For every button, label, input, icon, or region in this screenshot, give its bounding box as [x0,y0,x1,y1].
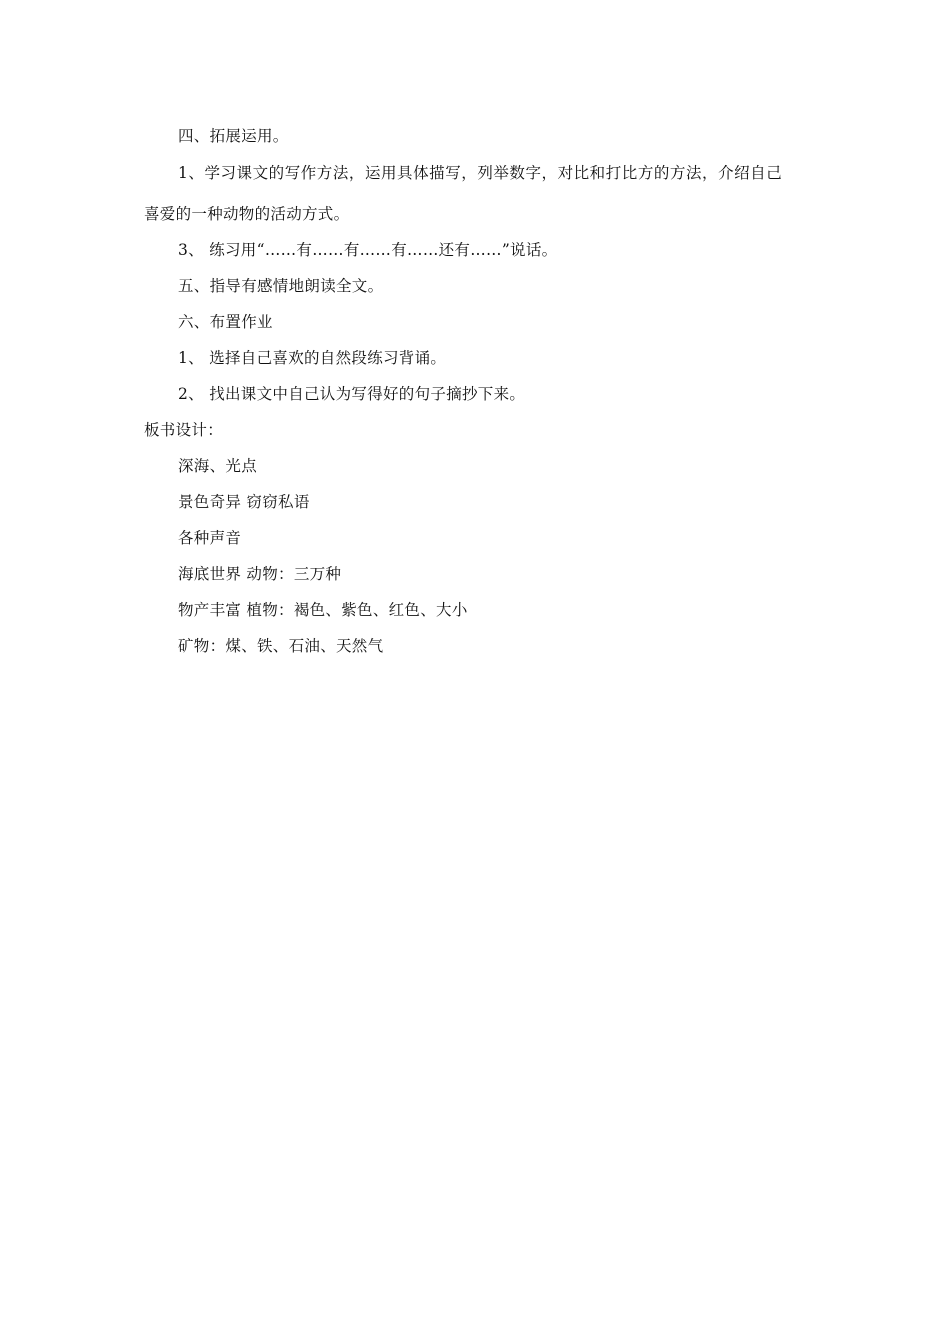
paragraph-item-1: 1、学习课文的写作方法，运用具体描写，列举数字，对比和打比方的方法，介绍自己 [178,164,783,182]
board-line-2: 景色奇异 窃窃私语 [178,493,310,511]
paragraph-item-3: 3、 练习用“……有……有……有……还有……”说话。 [178,241,558,259]
board-design-heading: 板书设计： [144,421,224,439]
section-heading-extension: 四、拓展运用。 [178,127,289,145]
homework-item-1: 1、 选择自己喜欢的自然段练习背诵。 [178,349,447,367]
section-heading-homework: 六、布置作业 [178,313,273,331]
paragraph-item-1-continued: 喜爱的一种动物的活动方式。 [144,205,350,223]
board-line-5: 物产丰富 植物：褐色、紫色、红色、大小 [178,601,468,619]
board-line-1: 深海、光点 [178,457,258,475]
section-heading-reading: 五、指导有感情地朗读全文。 [178,277,384,295]
board-line-6: 矿物：煤、铁、石油、天然气 [178,637,384,655]
board-line-3: 各种声音 [178,529,242,547]
homework-item-2: 2、 找出课文中自己认为写得好的句子摘抄下来。 [178,385,526,403]
board-line-4: 海底世界 动物：三万种 [178,565,342,583]
